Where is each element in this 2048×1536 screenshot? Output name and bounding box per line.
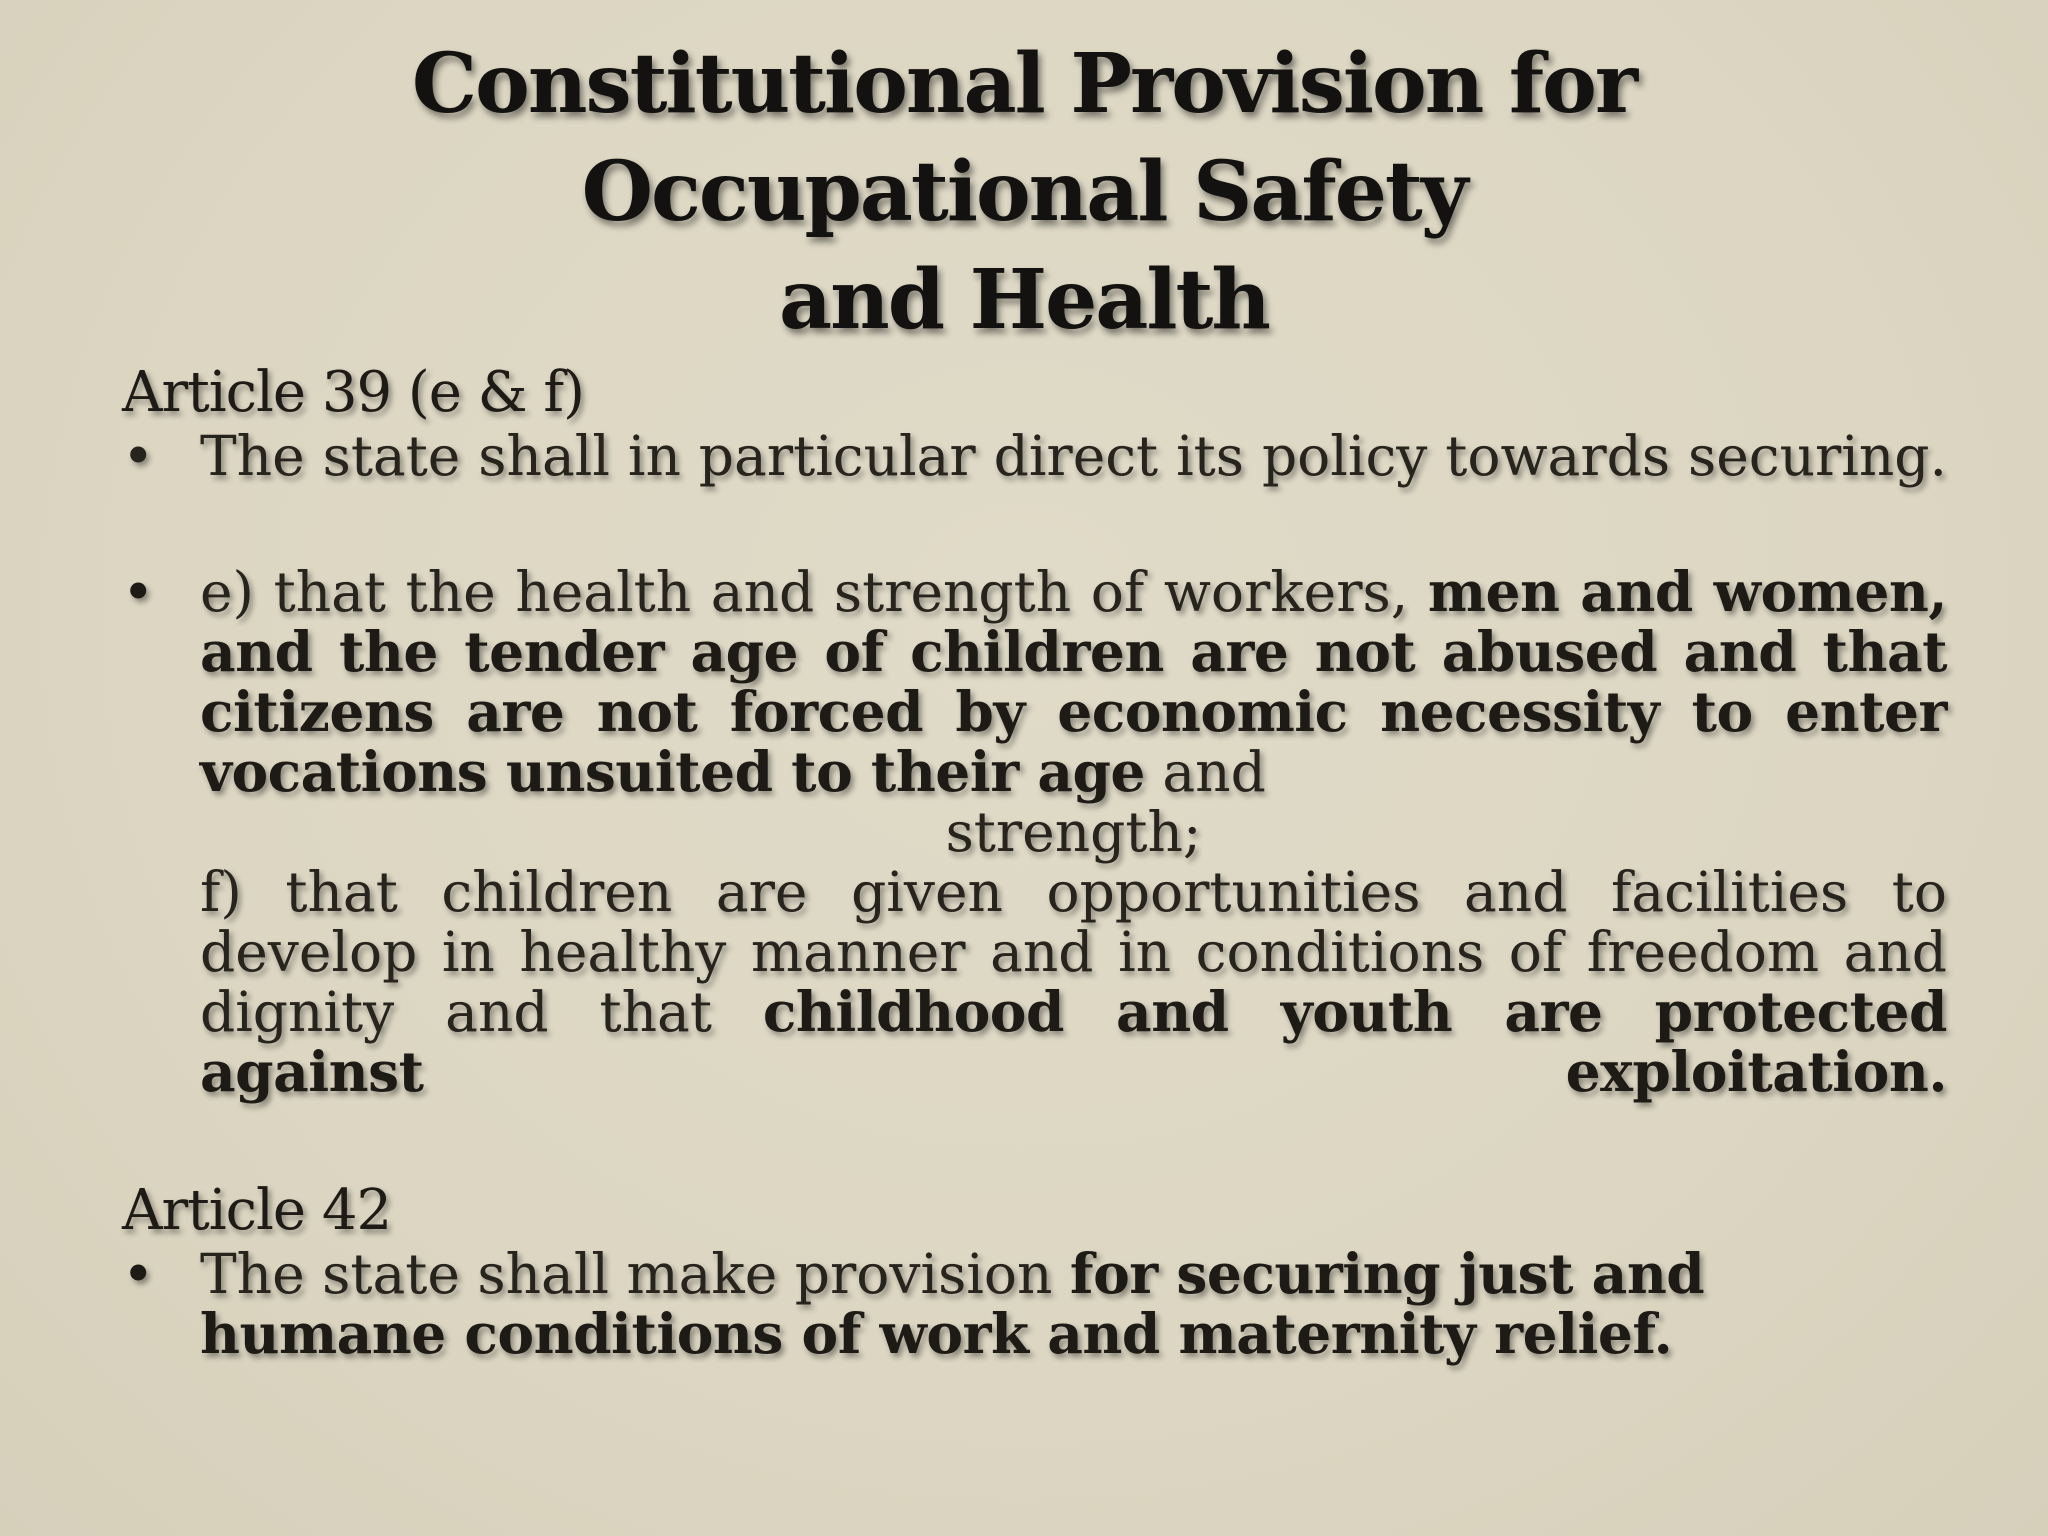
title-line-1: Constitutional Provision for Occupational Safety (411, 36, 1637, 240)
clause-e-text: e) that the health and strength of workers, (200, 560, 1428, 624)
clause-e (200, 559, 1947, 804)
slide-title (120, 30, 1928, 354)
clause-f-text: f) that children are given opportunities and facilities to develop in healthy manner and in conditions of freedom and dignity and that (200, 860, 1947, 1044)
article-39-intro-bullet (122, 426, 1947, 486)
article-39-intro-text: The state shall in particular direct its policy towards securing. (200, 424, 1947, 488)
article-42-text: The state shall make provision (200, 1242, 1070, 1306)
bullet-icon: • (122, 424, 155, 488)
clause-f-emphasis: childhood and youth are protected against exploitation. (200, 979, 1947, 1104)
clause-e-and: and (1144, 740, 1266, 804)
bullet-icon: • (122, 560, 155, 624)
article-39-clauses-bullet (122, 559, 1947, 1104)
bullet-icon: • (122, 1242, 155, 1306)
slide-content (122, 360, 1947, 1364)
article-39-heading: Article 39 (e & f) (122, 360, 584, 425)
clause-e-emphasis: men and women, and the tender age of children are not abused and that citizens are not forced by economic necessity to enter vocations unsuited to their age (200, 559, 1947, 804)
article-42-heading: Article 42 (122, 1178, 392, 1243)
clause-e-strength: strength; (945, 800, 1202, 864)
article-42-bullet (122, 1241, 1820, 1366)
title-line-2: and Health (778, 252, 1270, 348)
clause-f (200, 862, 1947, 1102)
article-42-emphasis: for securing just and humane conditions of work and maternity relief. (200, 1241, 1705, 1366)
